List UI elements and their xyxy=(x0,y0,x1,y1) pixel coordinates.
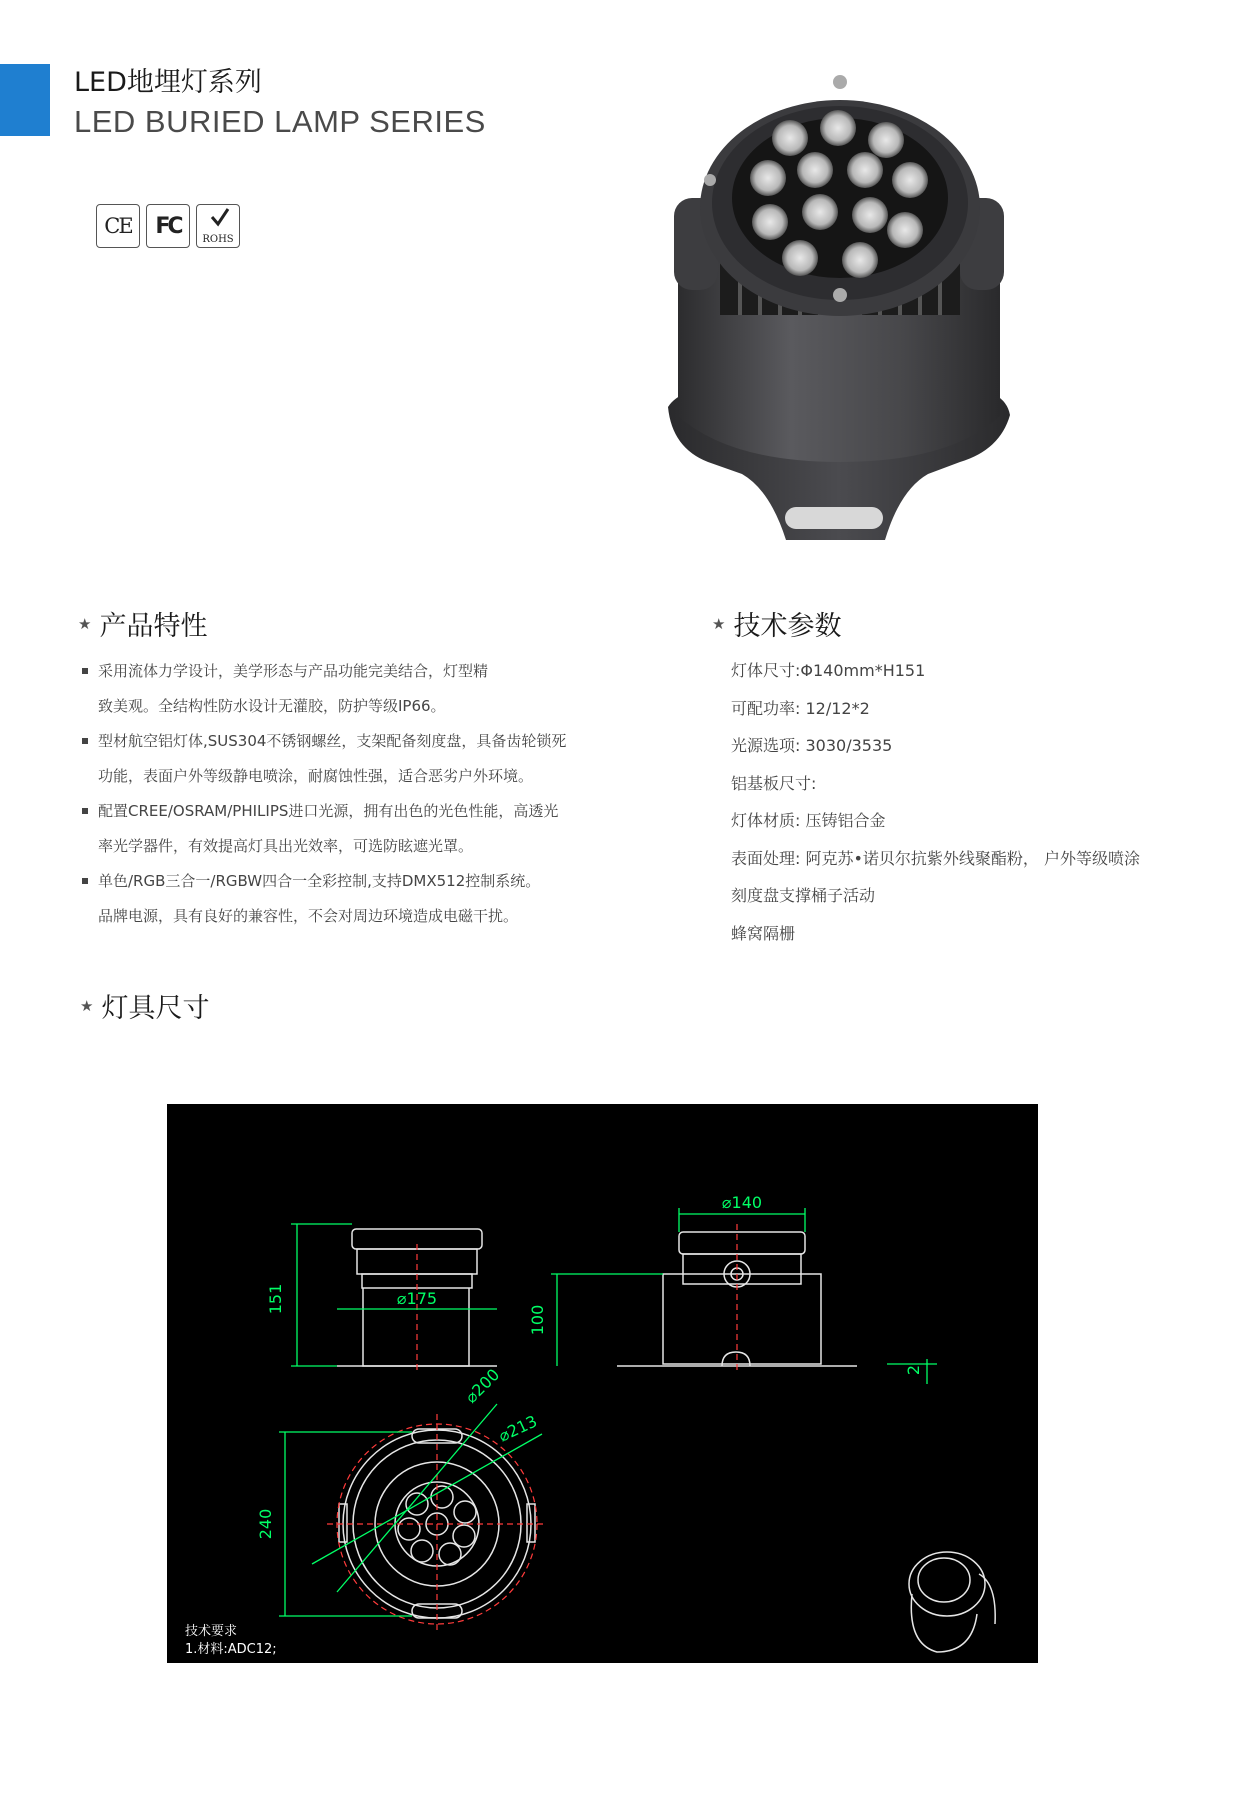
list-item: 采用流体力学设计，美学形态与产品功能完美结合，灯型精 致美观。全结构性防水设计无灌胶，防护等级IP66。 xyxy=(82,654,622,724)
list-item: 单色/RGB三合一/RGBW四合一全彩控制,支持DMX512控制系统。 品牌电源，具有良好的兼容性，不会对周边环境造成电磁干扰。 xyxy=(82,864,622,934)
accent-bar xyxy=(0,64,50,136)
requirements-title: 技术要求 xyxy=(185,1624,238,1639)
spec-item: 铝基板尺寸: xyxy=(731,773,817,793)
dim-label: ⌀213 xyxy=(495,1411,541,1446)
fcc-mark-icon: FC xyxy=(146,204,190,248)
rohs-check-icon: ROHS xyxy=(196,204,240,248)
specs-heading: ★ 技术参数 xyxy=(712,611,842,642)
spec-item: 刻度盘支撑桶子活动 xyxy=(731,886,876,905)
features-list xyxy=(82,654,622,934)
dim-label: 2 xyxy=(904,1364,923,1376)
list-item: 型材航空铝灯体,SUS304不锈钢螺丝，支架配备刻度盘，具备齿轮锁死 功能，表面户外等级静电喷涂，耐腐蚀性强，适合恶劣户外环境。 xyxy=(82,724,622,794)
dim-label: ⌀175 xyxy=(396,1289,438,1308)
dim-label: 100 xyxy=(528,1304,547,1336)
dimensions-heading: ★ 灯具尺寸 xyxy=(80,993,210,1024)
spec-item: 灯体材质: 压铸铝合金 xyxy=(731,811,886,830)
star-icon: ★ xyxy=(80,996,94,1015)
series-title-cn: LED地埋灯系列 xyxy=(74,67,262,98)
dim-label: 151 xyxy=(266,1283,285,1315)
certification-badges xyxy=(96,204,240,248)
series-title-en: LED BURIED LAMP SERIES xyxy=(74,104,486,139)
list-item: 配置CREE/OSRAM/PHILIPS进口光源，拥有出色的光色性能，高透光 率光学器件，有效提高灯具出光效率，可选防眩遮光罩。 xyxy=(82,794,622,864)
spec-item: 可配功率: 12/12*2 xyxy=(731,698,870,718)
features-heading: ★ 产品特性 xyxy=(78,611,208,642)
star-icon: ★ xyxy=(78,614,92,633)
dim-label: 240 xyxy=(256,1508,275,1540)
requirements-item: 1.材料:ADC12; xyxy=(185,1642,277,1657)
dim-label: ⌀200 xyxy=(461,1364,504,1407)
spec-item: 光源选项: 3030/3535 xyxy=(731,736,893,755)
star-icon: ★ xyxy=(712,614,726,633)
spec-item: 蜂窝隔栅 xyxy=(731,923,796,943)
spec-item: 灯体尺寸:Φ140mm*H151 xyxy=(731,661,926,680)
dimension-drawing xyxy=(167,1104,1038,1663)
specs-list xyxy=(731,652,1140,952)
product-image xyxy=(660,70,1030,560)
dim-label: ⌀140 xyxy=(721,1193,763,1212)
ce-mark-icon: CE xyxy=(96,204,140,248)
spec-item: 表面处理: 阿克苏•诺贝尔抗紫外线聚酯粉， 户外等级喷涂 xyxy=(731,848,1141,868)
